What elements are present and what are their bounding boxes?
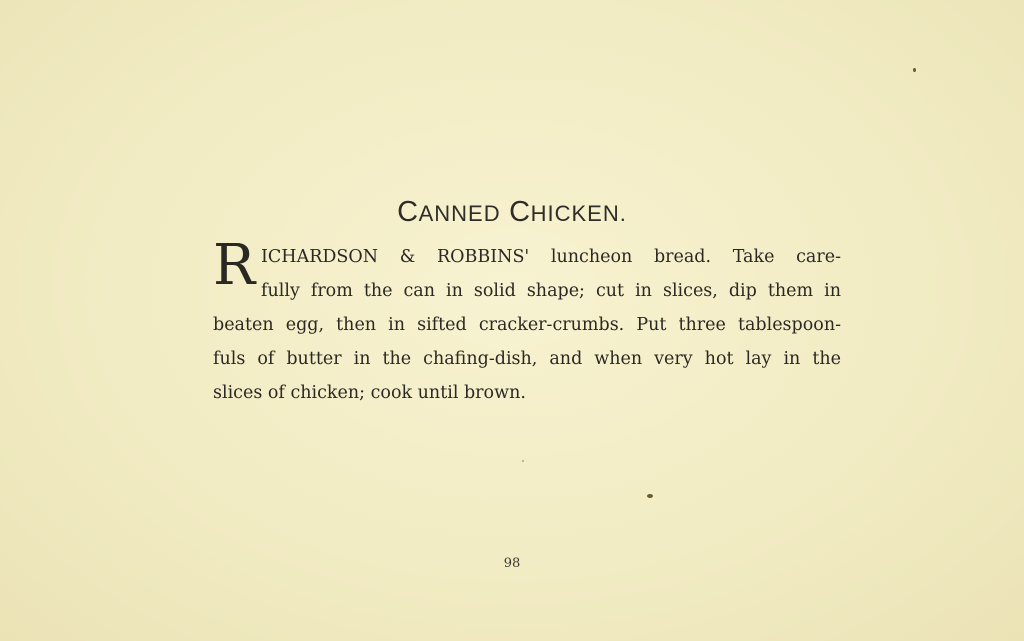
text-line: fully from the can in solid shape; cut in slices, dip them in xyxy=(261,281,841,301)
recipe-title-text: CANNED CHICKEN. xyxy=(397,196,627,228)
paper-speck xyxy=(647,494,653,498)
text-line: slices of chicken; cook until brown. xyxy=(213,383,526,403)
text-line: fuls of butter in the chafing-dish, and when very hot lay in the xyxy=(213,349,841,369)
recipe-body xyxy=(213,233,841,410)
paper-speck xyxy=(913,68,916,72)
recipe-title xyxy=(0,196,1024,229)
text-line: ICHARDSON & ROBBINS' luncheon bread. Take care- xyxy=(261,247,841,267)
paper-speck xyxy=(522,460,524,462)
page-number: 98 xyxy=(503,556,521,571)
text-line: beaten egg, then in sifted cracker-crumbs. Put three tablespoon- xyxy=(213,315,841,335)
drop-cap: R xyxy=(213,233,256,298)
